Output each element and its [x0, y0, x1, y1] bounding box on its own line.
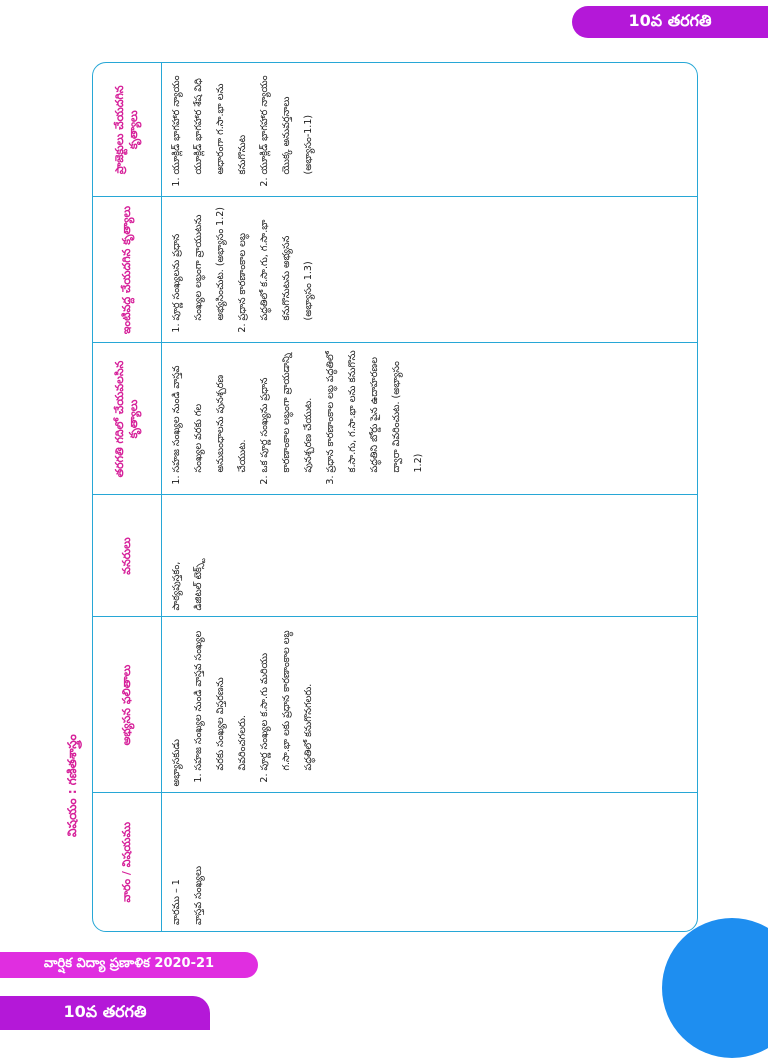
header-week-topic: వారం / విషయము: [93, 793, 162, 931]
header-home-activities: ఇంటివద్ద చేయదగిన కృత్యాలు: [93, 197, 162, 343]
cell-project-activities: [162, 63, 698, 197]
list-item: 2. ప్రధాన కారణాంకాల లబ్ధ పద్ధతిలో క.సా.గు, గ.సా.భా కనుగొనుటను అభ్యసన (అభ్యాసం 1.3): [232, 204, 320, 321]
resource-item: పాఠ్యపుస్తకం,: [171, 561, 182, 611]
list-item: 1. పూర్ణ సంఖ్యలను ప్రధాన సంఖ్యల లబ్ధంగా వ్రాయుటను అభ్యసించుట. (అభ్యాసం 1.2): [166, 204, 232, 321]
decorative-circle: [662, 918, 768, 1058]
header-classroom-activities: తరగతి గదిలో చేయవలసిన కృత్యాలు: [93, 343, 162, 495]
table-header-row: [93, 63, 162, 931]
list-item: 2. యూక్లిడ్ భాగహార న్యాయం యొక్క అనువర్తనాలు (అభ్యాసం-1.1): [254, 69, 320, 175]
list-item: 1. యూక్లిడ్ భాగహార న్యాయం యూక్లిడ్ భాగహార శేష విధి ఆధారంగా గ.సా.భా లను కనుగొనుట: [166, 69, 254, 175]
resource-item: డిజిటల్ టెక్స్ట్: [193, 558, 204, 611]
table-row: [162, 63, 698, 931]
cell-classroom-activities: [162, 343, 698, 495]
list-item: 2. ఒక పూర్ణ సంఖ్యను ప్రధాన కారణాంకాల లబ్ధంగా వ్రాయడాన్ని పునశ్చరణ చేయుట.: [254, 350, 320, 473]
cell-learning-outcomes: [162, 617, 698, 793]
outcomes-intro: అభ్యాసకుడు: [171, 739, 182, 787]
rotated-table-wrapper: [65, 63, 697, 931]
header-learning-outcomes: అభ్యసన ఫలితాలు: [93, 617, 162, 793]
list-item: 2. పూర్ణ సంఖ్యల క.సా.గు మరియు గ.సా.భా లకు ప్రధాన కారణాంకాల లబ్ధ పద్ధతిలో కనుగొనగలరు.: [254, 624, 320, 771]
list-item: 1. సహజ సంఖ్యల నుండి వాస్తవ సంఖ్యల వరకు గల అనుబంధాలను పునశ్చరణ చేయుట.: [166, 350, 254, 473]
header-project-activities: ప్రాజెక్టులు చేయదగిన కృత్యాలు: [93, 63, 162, 197]
subject-label: విషయం : గణితశాస్త్రం: [65, 734, 79, 837]
cell-week-topic: [162, 793, 698, 931]
annual-calendar-tag: వార్షిక విద్యా ప్రణాళిక 2020-21: [0, 952, 258, 978]
week-label: వారము – 1: [171, 879, 182, 925]
annual-plan-table: [93, 63, 697, 931]
topic-label: వాస్తవ సంఖ్యలు: [193, 865, 204, 925]
cell-home-activities: [162, 197, 698, 343]
cell-resources: [162, 495, 698, 617]
table-frame: [65, 62, 698, 932]
list-item: 3. ప్రధాన కారణాంకాల లబ్ధ పద్ధతిలో క.సా.గు, గ.సా.భా లను కనుగొను పద్ధతిని బోర్డు పైన ఉదాహరణల ద్వారా వివరించుట. (అభ్యాసం 1.2): [320, 350, 430, 473]
list-item: 1. సహజ సంఖ్యల నుండి వాస్తవ సంఖ్యల వరకు సంఖ్యల విస్తరణను వివరించగలరు.: [188, 624, 254, 771]
header-resources: వనరులు: [93, 495, 162, 617]
class-badge-bottom: 10వ తరగతి: [0, 996, 210, 1030]
class-badge-top: 10వ తరగతి: [572, 6, 768, 38]
